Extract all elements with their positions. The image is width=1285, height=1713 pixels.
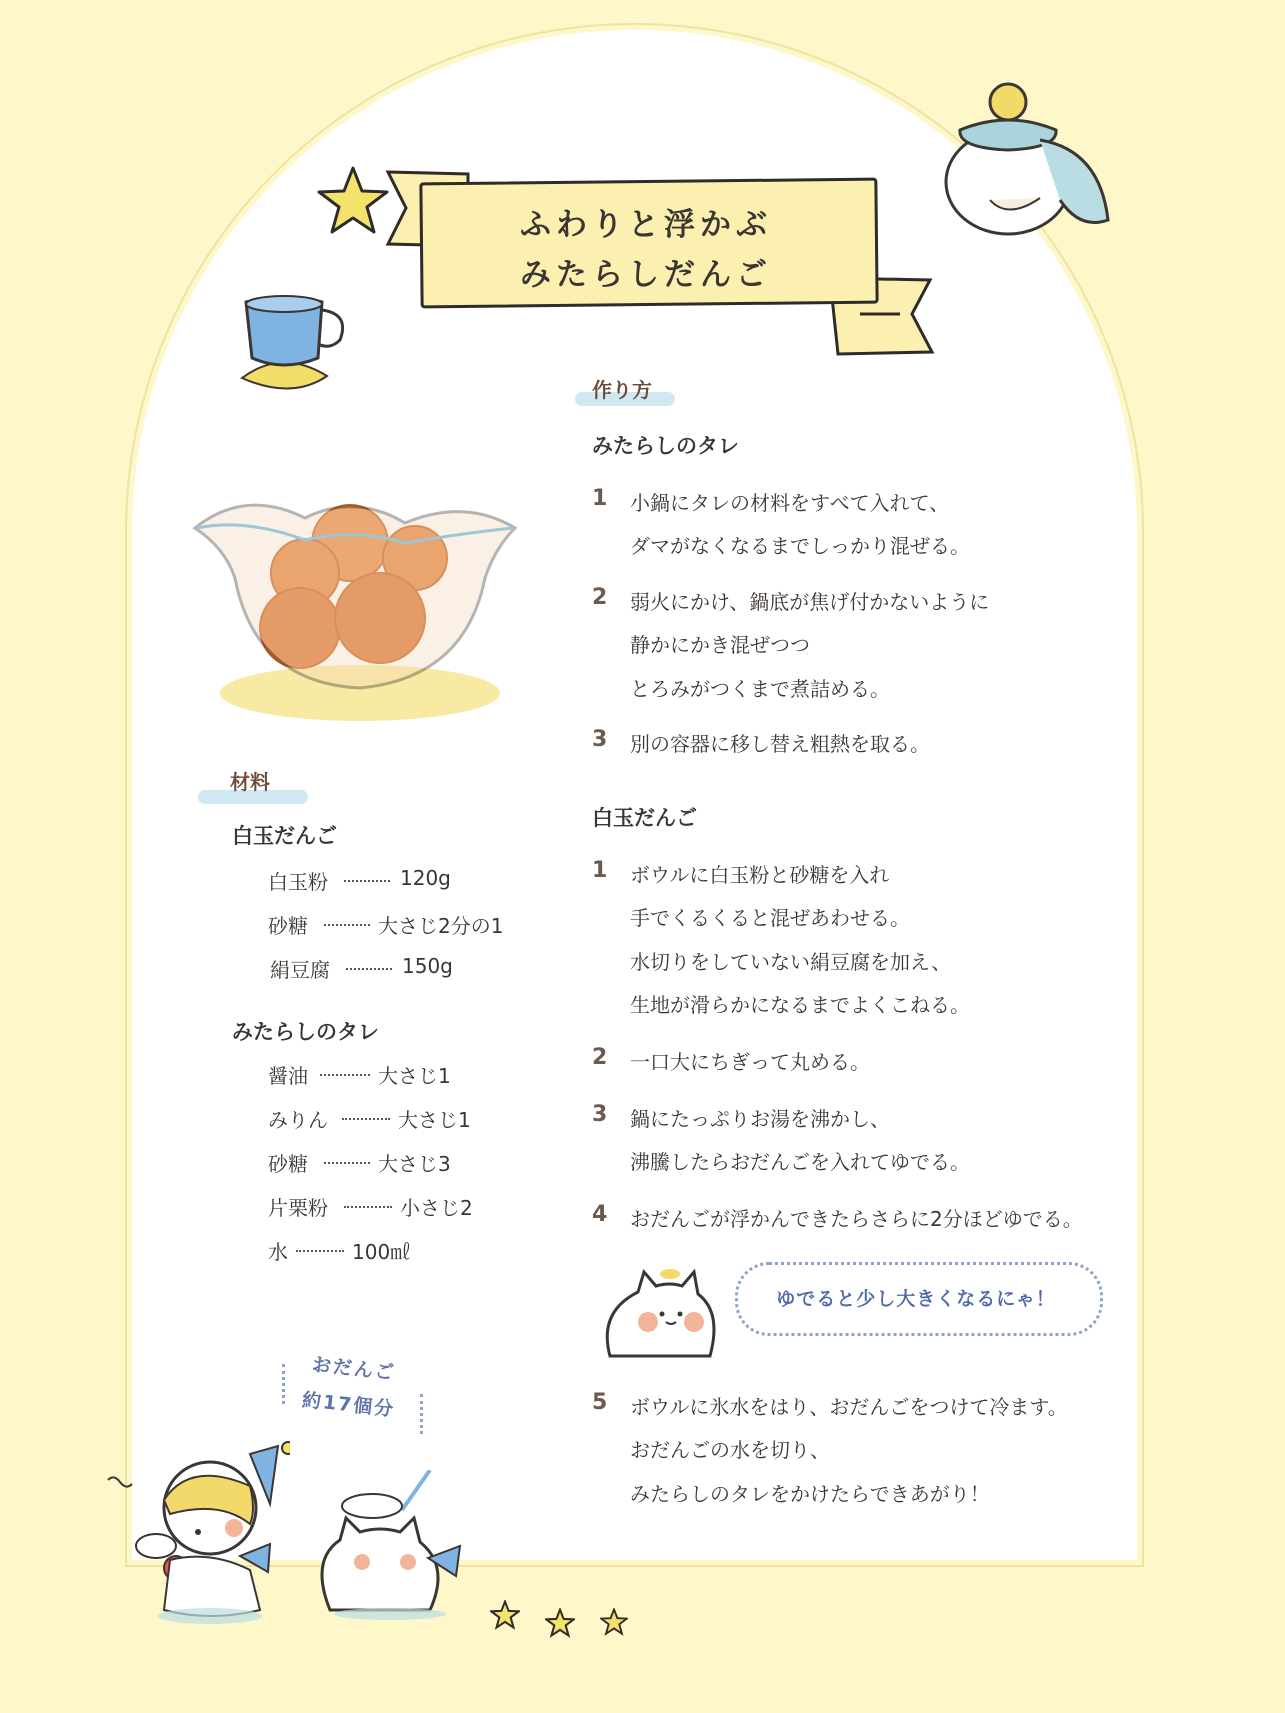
step-text: 静かにかき混ぜつつ [630,633,810,657]
cat-illustration [598,1252,728,1362]
ingredient-amount: 大さじ3 [378,1152,451,1176]
ingredient-name: 絹豆腐 [270,958,330,982]
ingredient-name: 白玉粉 [268,870,328,894]
ingredient-name: 水 [268,1240,288,1264]
step-number: 4 [592,1202,608,1227]
ingredient-amount: 大さじ1 [398,1108,471,1132]
cat-with-whisk-illustration [310,1470,500,1620]
yield-bracket-right [420,1394,423,1434]
leader-dots [346,968,392,970]
ingredients-heading-dango: 白玉だんご [232,824,337,848]
step-number: 5 [592,1390,608,1415]
step-text: おだんごの水を切り、 [630,1438,830,1462]
leader-dots [324,924,370,926]
step-text: おだんごが浮かんできたらさらに2分ほどゆでる。 [630,1207,1083,1231]
step-text: 別の容器に移し替え粗熱を取る。 [630,732,930,756]
leader-dots [320,1074,370,1076]
recipe-title [420,200,872,300]
method-heading-dango: 白玉だんご [592,806,697,830]
step-text: ダマがなくなるまでしっかり混ぜる。 [630,534,970,558]
leader-dots [324,1162,370,1164]
step-number: 3 [592,727,608,752]
step-number: 1 [592,858,608,883]
ingredient-amount: 大さじ1 [378,1064,451,1088]
ingredient-name: 砂糖 [268,914,308,938]
step-text: とろみがつくまで煮詰める。 [630,677,890,701]
leader-dots [344,880,390,882]
blue-teacup-illustration [232,288,362,398]
ingredient-amount: 小さじ2 [400,1196,473,1220]
dango-bowl-illustration [185,488,525,728]
teapot-illustration [930,70,1130,250]
title-line-1: ふわりと浮かぶ [520,207,772,243]
step-text: 手でくるくると混ぜあわせる。 [630,906,910,930]
step-text: 鍋にたっぷりお湯を沸かし、 [630,1107,890,1131]
step-text: 一口大にちぎって丸める。 [630,1050,870,1074]
leader-dots [344,1206,392,1208]
ingredients-tag: 材料 [230,770,270,794]
leader-dots [342,1118,390,1120]
leader-dots [296,1250,344,1252]
step-number: 2 [592,1045,608,1070]
star-icon [600,1608,628,1636]
ingredient-name: 片栗粉 [268,1196,328,1220]
yield-bracket-left [282,1364,285,1404]
ingredient-name: 醤油 [268,1064,308,1088]
ingredient-amount: 100㎖ [352,1240,411,1264]
step-text: ボウルに白玉粉と砂糖を入れ [630,863,890,887]
step-text: 小鍋にタレの材料をすべて入れて、 [630,491,950,515]
ingredient-name: 砂糖 [268,1152,308,1176]
method-tag: 作り方 [592,378,652,402]
step-text: みたらしのタレをかけたらできあがり！ [630,1482,990,1506]
ingredient-amount: 120g [400,866,451,890]
step-text: 生地が滑らかになるまでよくこねる。 [630,993,970,1017]
step-text: 沸騰したらおだんごを入れてゆでる。 [630,1150,970,1174]
step-text: 弱火にかけ、鍋底が焦げ付かないように [630,590,990,614]
ingredient-amount: 大さじ2分の1 [378,914,504,938]
step-number: 1 [592,486,608,511]
step-number: 3 [592,1102,608,1127]
ingredient-amount: 150g [402,954,453,978]
yield-line-1: おだんご [310,1353,397,1385]
speech-bubble-text: ゆでると少し大きくなるにゃ！ [776,1288,1056,1310]
step-text: 水切りをしていない絹豆腐を加え、 [630,950,952,974]
star-icon [316,164,390,238]
step-number: 2 [592,585,608,610]
yield-line-2: 約17個分 [300,1389,397,1421]
ingredients-heading-sauce: みたらしのタレ [232,1020,379,1044]
method-heading-sauce: みたらしのタレ [592,434,739,458]
star-icon [545,1608,575,1638]
ingredient-name: みりん [268,1108,328,1132]
fairy-chef-illustration [100,1440,290,1630]
title-line-2: みたらしだんご [520,257,772,293]
step-text: ボウルに氷水をはり、おだんごをつけて冷ます。 [630,1395,1068,1419]
